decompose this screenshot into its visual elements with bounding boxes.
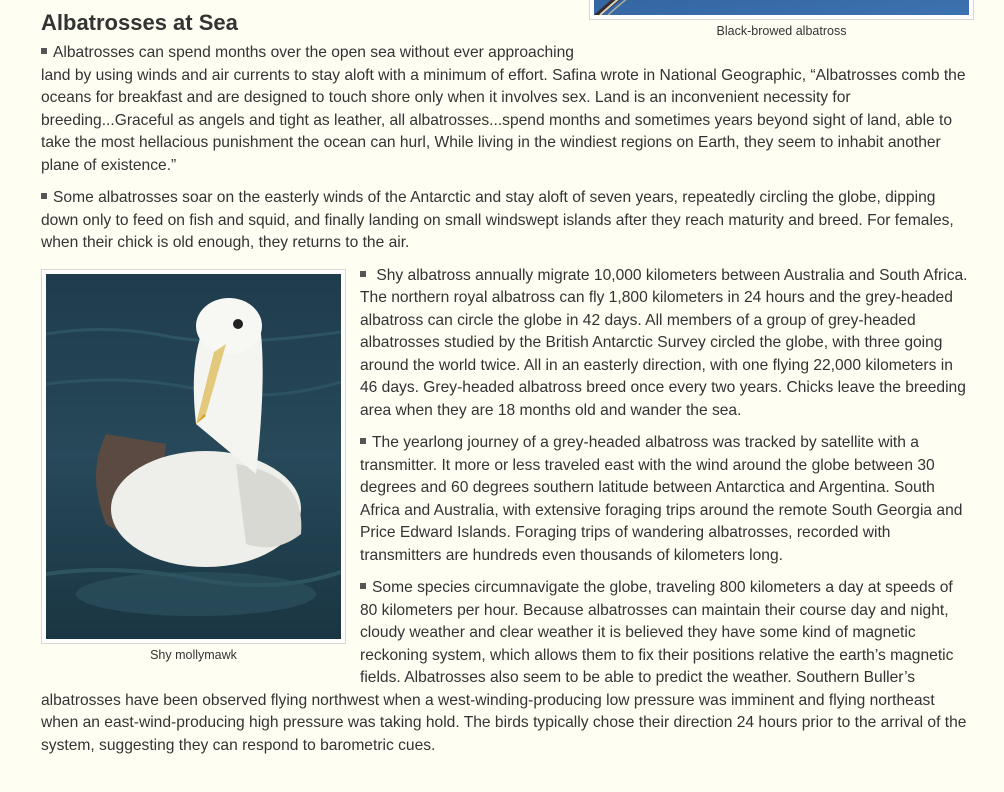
paragraph: Shy albatross annually migrate 10,000 kilometers between Australia and South Africa. The northern royal albatross can fly 1,800 kilometers in 24 hours and the grey-headed albatross can circle the globe in 42 days. All members of a group of grey-headed albatrosses studied by the British Antarctic Survey circled the globe, with three going around the world twice. All in an easterly direction, with one flying 22,000 kilometers in 46 days. Grey-headed albatross breed once every two years. Chicks leave the breeding area when they are 18 months old and wander the sea. <box>360 266 968 419</box>
paragraph: The yearlong journey of a grey-headed albatross was tracked by satellite with a transmitter. It more or less traveled east with the wind around the globe between 30 degrees and 60 degrees southern latitude between Antarctica and Argentina. South Africa and Australia, with extensive foraging trips around the remote South Georgia and Price Edward Islands. Foraging trips of wandering albatrosses, recorded with transmitters are hundreds even thousands of kilometers long. <box>360 434 963 564</box>
black-browed-albatross-photo <box>594 0 969 15</box>
paragraph: Some species circumnavigate the globe, traveling 800 kilometers a day at speeds of 80 kilometers per hour. Because albatrosses can maintain their course day and night, cloudy weather and clear weather it is believed they have some kind of magnetic reckoning system, which allows them to fix their positions relative the earth’s magnetic fields. Albatrosses also seem to be able to predict the weather. Southern Buller’s albatrosses have been observed flying northwest when a west-winding-producing low pressure was imminent and flying northeast when an east-wind-producing high pressure was taking hold. The birds typically chose their direction 24 hours prior to the arrival of the system, suggesting they can respond to barometric cues. <box>41 579 967 754</box>
bullet-icon <box>41 193 47 199</box>
bullet-icon <box>360 583 366 589</box>
paragraph: Albatrosses can spend months over the open sea without ever approaching land by using winds and air currents to stay aloft with a minimum of effort. Safina wrote in National Geographic, “Albatrosses comb the oceans for breakfast and are designed to touch shore only when it involves sex. Land is an inconvenient necessity for breeding...Graceful as angels and tight as leather, all albatrosses...spend months and sometimes years beyond sight of land, able to take the most hellacious punishment the ocean can hurl, While living in the windiest regions on Earth, they seem to inhabit another plane of existence.” <box>41 44 966 174</box>
paragraph: Some albatrosses soar on the easterly winds of the Antarctic and stay aloft of seven years, repeatedly circling the globe, dipping down only to feed on fish and squid, and finally landing on small windswept islands after they reach maturity and breed. For females, when their chick is old enough, they returns to the air. <box>41 189 954 251</box>
figure-shy-mollymawk <box>41 269 346 664</box>
bullet-icon <box>360 271 366 277</box>
figure-caption: Black-browed albatross <box>716 24 847 38</box>
figure-caption: Shy mollymawk <box>150 647 237 662</box>
photo-frame[interactable] <box>41 269 346 644</box>
bullet-icon <box>360 438 366 444</box>
article <box>41 0 971 767</box>
figure-black-browed-albatross <box>589 0 974 40</box>
page-title: Albatrosses at Sea <box>41 10 238 35</box>
shy-mollymawk-photo <box>46 274 341 639</box>
photo-frame[interactable] <box>589 0 974 20</box>
bullet-icon <box>41 48 47 54</box>
